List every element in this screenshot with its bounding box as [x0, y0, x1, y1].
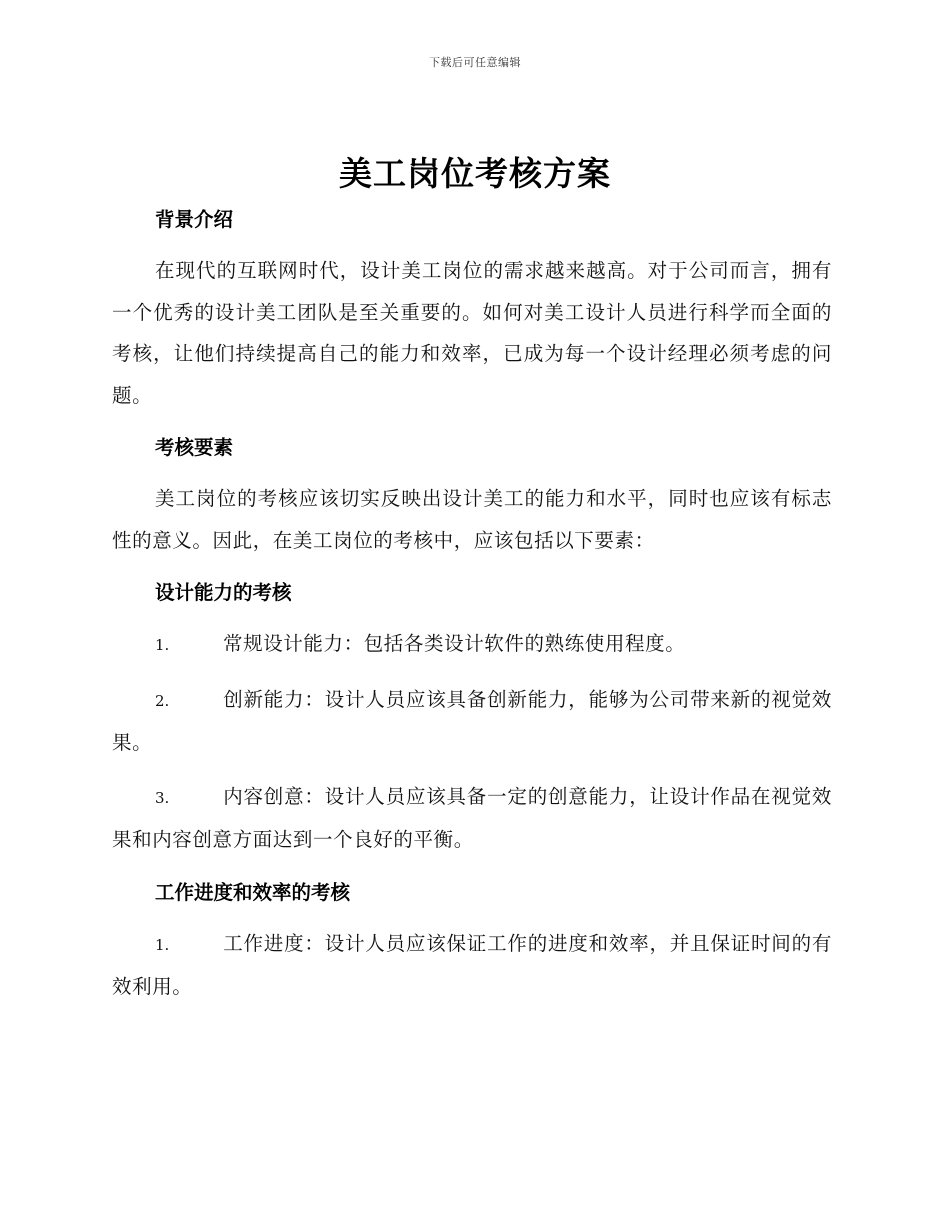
- paragraph-background: 在现代的互联网时代，设计美工岗位的需求越来越高。对于公司而言，拥有一个优秀的设计美工团队是至关重要的。如何对美工设计人员进行科学而全面的考核，让他们持续提高自己的能力和效率，已成为每一个设计经理必须考虑的问题。: [112, 259, 832, 407]
- list-item-number: 1.: [155, 935, 170, 954]
- list-item-text: 创新能力：设计人员应该具备创新能力，能够为公司带来新的视觉效果。: [112, 687, 832, 754]
- list-item-text: 工作进度：设计人员应该保证工作的进度和效率，并且保证时间的有效利用。: [112, 931, 832, 998]
- page-header-note: 下载后可任意编辑: [429, 56, 521, 69]
- section-heading-elements: 考核要素: [155, 436, 234, 459]
- list-item-number: 3.: [155, 788, 170, 807]
- section-heading-background: 背景介绍: [155, 208, 234, 231]
- section-heading-design-ability: 设计能力的考核: [155, 581, 292, 604]
- list-item: [112, 923, 832, 1008]
- list-item-number: 2.: [155, 691, 170, 710]
- document-title: 美工岗位考核方案: [339, 154, 611, 193]
- list-item-text: 内容创意：设计人员应该具备一定的创意能力，让设计作品在视觉效果和内容创意方面达到一个良好的平衡。: [112, 784, 832, 851]
- list-item-number: 1.: [155, 636, 170, 654]
- paragraph-elements: 美工岗位的考核应该切实反映出设计美工的能力和水平，同时也应该有标志性的意义。因此，在美工岗位的考核中，应该包括以下要素：: [112, 487, 832, 552]
- section-heading-progress-efficiency: 工作进度和效率的考核: [155, 880, 351, 904]
- document-body: [112, 200, 832, 1008]
- list-item: [112, 776, 832, 861]
- list-item: [112, 623, 832, 667]
- list-item: [112, 679, 832, 764]
- list-item-text: 常规设计能力：包括各类设计软件的熟练使用程度。: [223, 632, 686, 655]
